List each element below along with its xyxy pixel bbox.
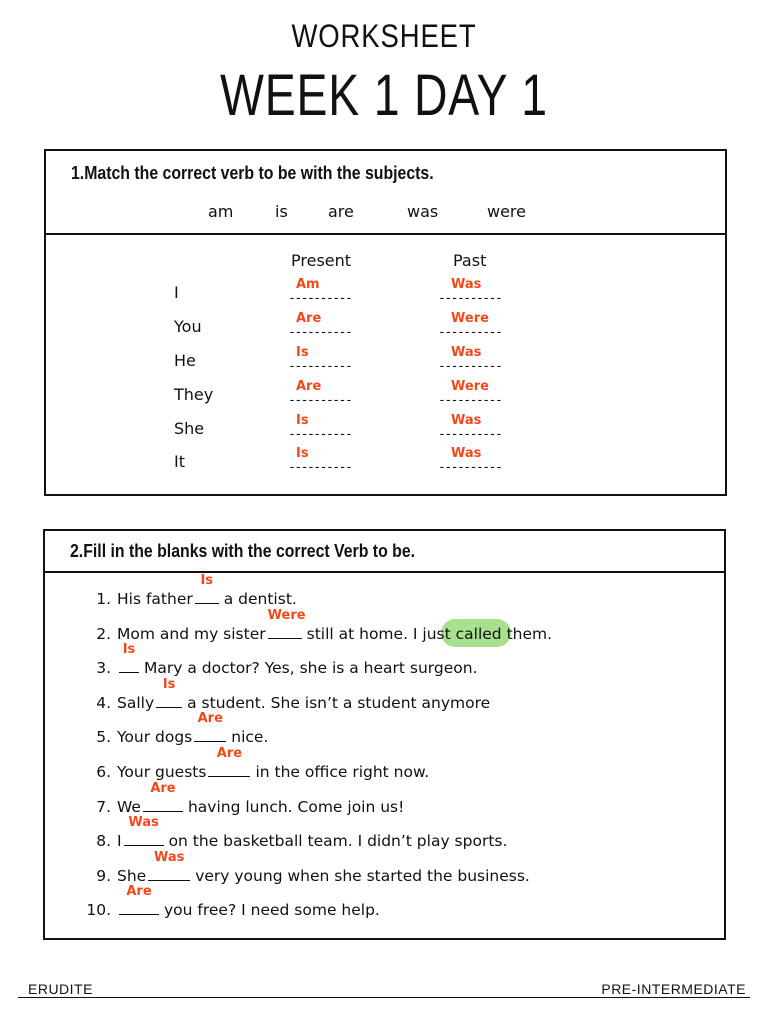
item-text-after: on the basketball team. I didn’t play sports.: [168, 832, 508, 851]
list-item: [71, 642, 478, 678]
item-number: 2.: [96, 624, 111, 643]
list-item: [71, 607, 553, 643]
item-text-after: a dentist.: [223, 590, 297, 608]
answer-blank[interactable]: [208, 746, 250, 777]
past-blank: ----------: [438, 460, 502, 475]
list-item: [71, 780, 405, 816]
present-answer: Am: [296, 277, 320, 292]
page-title: WEEK 1 DAY 1: [220, 63, 548, 128]
filled-answer: Are: [197, 711, 223, 727]
item-text-after: a student. She isn’t a student anymore: [187, 693, 491, 712]
present-blank: ----------: [288, 291, 352, 306]
item-number: 5.: [96, 728, 111, 747]
divider: [45, 571, 724, 573]
item-text-before: Mom and my sister: [117, 624, 266, 643]
answer-blank[interactable]: [119, 884, 159, 915]
past-answer: Was: [451, 277, 482, 292]
word-bank-item: are: [328, 202, 354, 221]
item-number: 10.: [86, 901, 111, 920]
present-answer: Is: [296, 413, 309, 428]
answer-blank[interactable]: [148, 849, 190, 881]
subject-label: He: [174, 351, 196, 370]
present-answer: Are: [296, 311, 322, 326]
filled-answer: Was: [128, 815, 159, 831]
present-answer: Is: [296, 345, 309, 360]
filled-answer: Is: [200, 573, 214, 588]
past-answer: Was: [451, 345, 482, 360]
filled-answer: Is: [122, 642, 136, 658]
footer-divider: [18, 997, 750, 998]
past-blank: ----------: [438, 359, 502, 374]
subject-label: She: [174, 419, 205, 438]
list-item: [71, 884, 380, 920]
section2-title: 2.Fill in the blanks with the correct Verb to be.: [70, 541, 416, 561]
filled-answer: Are: [126, 884, 152, 900]
footer-brand: ERUDITE: [28, 981, 93, 997]
list-item: [71, 746, 430, 781]
present-blank: ----------: [288, 359, 352, 374]
answer-blank[interactable]: [119, 642, 139, 673]
section1-title: 1.Match the correct verb to be with the subjects.: [71, 163, 434, 183]
filled-answer: Are: [150, 780, 176, 796]
list-item: [71, 849, 530, 885]
section-match-verbs: [44, 149, 727, 496]
subject-label: You: [174, 317, 202, 336]
word-bank-item: was: [407, 202, 439, 221]
item-text-before: She: [117, 866, 147, 885]
past-blank: ----------: [438, 325, 502, 340]
item-number: 9.: [96, 866, 111, 885]
present-blank: ----------: [288, 460, 352, 475]
item-text-before: His father: [117, 590, 193, 608]
subject-label: It: [174, 452, 185, 471]
past-answer: Were: [451, 379, 489, 394]
present-answer: Is: [296, 446, 309, 461]
list-item: [71, 711, 269, 747]
filled-answer: Was: [154, 849, 185, 865]
item-number: 6.: [96, 763, 111, 781]
item-number: 1.: [96, 590, 111, 608]
past-blank: ----------: [438, 427, 502, 442]
item-number: 8.: [96, 832, 111, 851]
present-blank: ----------: [288, 427, 352, 442]
item-text-before: Your dogs: [117, 728, 193, 747]
subject-label: I: [174, 283, 179, 302]
item-text-after: you free? I need some help.: [164, 901, 380, 920]
column-header-past: Past: [453, 251, 487, 270]
item-text-before: Sally: [117, 693, 155, 712]
answer-blank[interactable]: [195, 573, 219, 604]
filled-answer: Are: [216, 746, 243, 761]
past-blank: ----------: [438, 393, 502, 408]
subject-label: They: [174, 385, 214, 404]
answer-blank[interactable]: [194, 711, 226, 742]
item-text-after: having lunch. Come join us!: [187, 797, 405, 816]
filled-answer: Is: [162, 676, 176, 692]
past-blank: ----------: [438, 291, 502, 306]
list-item: [71, 676, 491, 712]
section-fill-blanks: [43, 529, 726, 940]
item-text-after: Mary a doctor? Yes, she is a heart surgeon.: [144, 659, 478, 678]
list-item: [71, 573, 297, 608]
column-header-present: Present: [291, 251, 352, 270]
divider: [46, 233, 725, 235]
past-answer: Was: [451, 446, 482, 461]
word-bank-item: is: [275, 202, 288, 221]
item-text-after: nice.: [231, 728, 269, 747]
word-bank-item: am: [208, 202, 234, 221]
item-number: 7.: [96, 797, 111, 816]
item-text-after: in the office right now.: [255, 763, 430, 781]
item-text-after: still at home. I just called them.: [306, 624, 553, 643]
word-bank-item: were: [487, 202, 526, 221]
present-answer: Are: [296, 379, 322, 394]
item-number: 4.: [96, 693, 111, 712]
present-blank: ----------: [288, 325, 352, 340]
answer-blank[interactable]: [267, 607, 306, 639]
footer-level: PRE-INTERMEDIATE: [601, 981, 746, 997]
worksheet-label: WORKSHEET: [291, 18, 477, 54]
answer-blank[interactable]: [124, 815, 164, 846]
present-blank: ----------: [288, 393, 352, 408]
item-text-before: We: [117, 797, 141, 816]
answer-blank[interactable]: [156, 676, 182, 708]
past-answer: Was: [451, 413, 482, 428]
item-number: 3.: [96, 659, 111, 678]
list-item: [71, 815, 508, 851]
item-text-after: very young when she started the business.: [195, 866, 530, 885]
answer-blank[interactable]: [143, 780, 183, 812]
item-text-before: I: [117, 832, 122, 851]
past-answer: Were: [451, 311, 489, 326]
item-text-before: Your guests: [117, 763, 207, 781]
filled-answer: Were: [267, 607, 306, 623]
